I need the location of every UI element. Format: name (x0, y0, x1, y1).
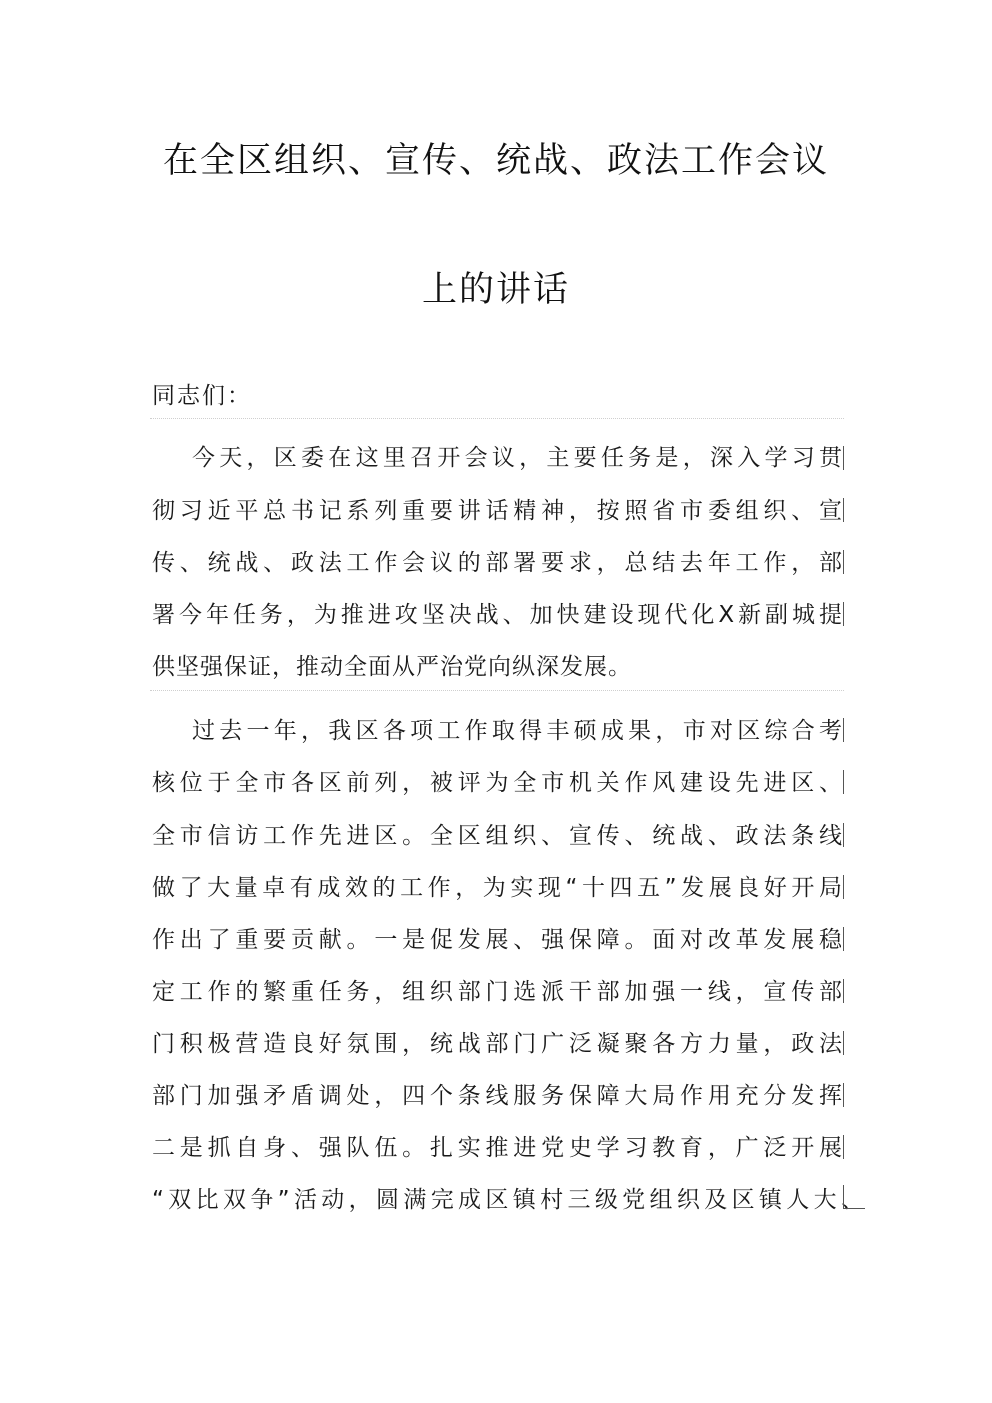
text-boundary-mark (843, 602, 844, 626)
text-boundary-mark (843, 446, 844, 470)
text-boundary-mark (843, 498, 844, 522)
paragraph-2-line: 做了大量卓有成效的工作，为实现“十四五”发展良好开局 (152, 875, 842, 901)
text-boundary-mark (843, 1083, 844, 1107)
paragraph-2-line: 定工作的繁重任务，组织部门选派干部加强一线，宣传部 (152, 979, 842, 1005)
paragraph-2-line: “双比双争”活动，圆满完成区镇村三级党组织及区镇人大、 (152, 1187, 864, 1213)
paragraph-2-line: 作出了重要贡献。一是促发展、强保障。面对改革发展稳 (152, 927, 842, 953)
text-boundary-mark (843, 718, 844, 742)
text-boundary-mark (843, 927, 844, 951)
text-boundary-corner-mark (843, 1185, 865, 1209)
paragraph-1-line: 传、统战、政法工作会议的部署要求，总结去年工作，部 (152, 550, 842, 576)
paragraph-1-line: 署今年任务，为推进攻坚决战、加快建设现代化X新副城提 (152, 602, 842, 628)
text-boundary-mark (843, 875, 844, 899)
paragraph-1-line: 彻习近平总书记系列重要讲话精神，按照省市委组织、宣 (152, 498, 842, 524)
paragraph-2-line: 二是抓自身、强队伍。扎实推进党史学习教育，广泛开展 (152, 1135, 842, 1161)
paragraph-1-line: 供坚强保证，推动全面从严治党向纵深发展。 (152, 654, 632, 680)
text-boundary-mark (843, 770, 844, 794)
paragraph-2-line: 部门加强矛盾调处，四个条线服务保障大局作用充分发挥 (152, 1083, 842, 1109)
document-title-line-2: 上的讲话 (421, 270, 570, 310)
paragraph-2-line: 门积极营造良好氛围，统战部门广泛凝聚各方力量，政法 (152, 1031, 842, 1057)
text-boundary-mark (843, 550, 844, 574)
paragraph-2-line: 过去一年，我区各项工作取得丰硕成果，市对区综合考 (192, 718, 842, 744)
document-title-line-1: 在全区组织、宣传、统战、政法工作会议 (162, 141, 829, 181)
salutation: 同志们： (152, 383, 252, 409)
paragraph-divider (150, 690, 844, 691)
paragraph-divider (150, 418, 844, 419)
text-boundary-mark (843, 823, 844, 847)
text-boundary-mark (843, 1135, 844, 1159)
text-boundary-mark (843, 1031, 844, 1055)
paragraph-2-line: 核位于全市各区前列，被评为全市机关作风建设先进区、 (152, 770, 842, 796)
text-boundary-mark (843, 979, 844, 1003)
paragraph-1-line: 今天，区委在这里召开会议，主要任务是，深入学习贯 (192, 445, 842, 471)
paragraph-2-line: 全市信访工作先进区。全区组织、宣传、统战、政法条线 (152, 823, 842, 849)
